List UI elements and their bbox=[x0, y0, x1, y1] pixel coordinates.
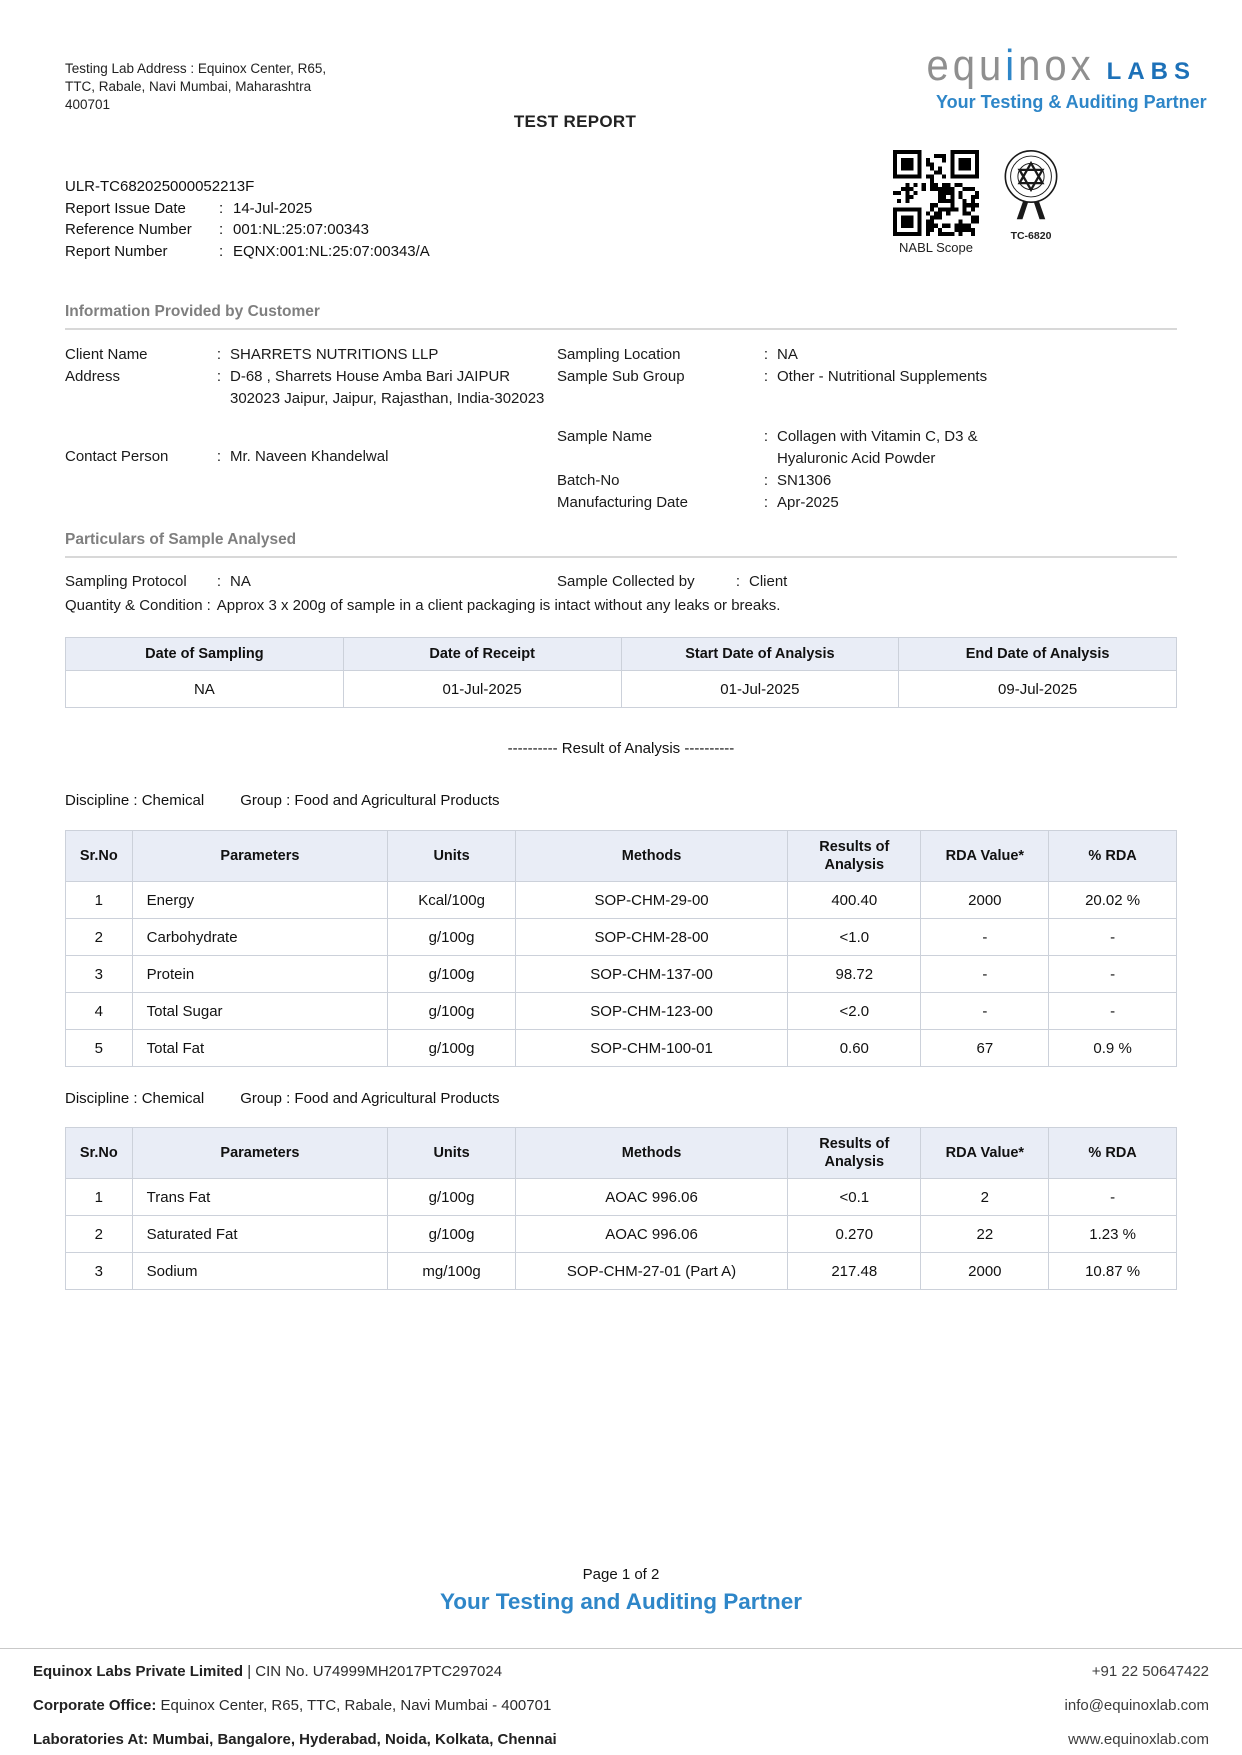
table-cell: 2000 bbox=[921, 882, 1049, 919]
table-cell: <2.0 bbox=[788, 993, 921, 1030]
table-cell: Total Fat bbox=[132, 1030, 388, 1067]
footer-row-labs: Laboratories At: Mumbai, Bangalore, Hyderabad, Noida, Kolkata, Chennai www.equinoxlab.com bbox=[33, 1731, 1209, 1748]
table-cell: SOP-CHM-137-00 bbox=[515, 956, 787, 993]
report-number-row: Report Number : EQNX:001:NL:25:07:00343/A bbox=[65, 242, 430, 260]
sampling-location-value: NA bbox=[777, 346, 798, 363]
table-row bbox=[66, 956, 1177, 993]
column-header: Parameters bbox=[132, 1128, 388, 1179]
column-header: Units bbox=[388, 1128, 516, 1179]
table-cell: <0.1 bbox=[788, 1179, 921, 1216]
table-cell: 01-Jul-2025 bbox=[621, 671, 899, 708]
table-cell: 2 bbox=[921, 1179, 1049, 1216]
table-cell: 10.87 % bbox=[1049, 1253, 1177, 1290]
qr-code-block bbox=[891, 150, 981, 255]
footer-phone: +91 22 50647422 bbox=[1091, 1663, 1209, 1680]
table-cell: <1.0 bbox=[788, 919, 921, 956]
reference-number-row: Reference Number : 001:NL:25:07:00343 bbox=[65, 221, 369, 238]
table-cell: SOP-CHM-123-00 bbox=[515, 993, 787, 1030]
column-header: Methods bbox=[515, 831, 787, 882]
nabl-seal-icon bbox=[1000, 148, 1062, 224]
sample-sub-group-value: Other - Nutritional Supplements bbox=[777, 368, 988, 385]
column-header: % RDA bbox=[1049, 831, 1177, 882]
table-cell: Total Sugar bbox=[132, 993, 388, 1030]
lab-address: Testing Lab Address : Equinox Center, R65, TTC, Rabale, Navi Mumbai, Maharashtra 400701 bbox=[65, 61, 327, 112]
reference-number-value: 001:NL:25:07:00343 bbox=[233, 221, 369, 238]
client-name-row: Client Name : SHARRETS NUTRITIONS LLP bbox=[65, 344, 557, 366]
table-cell: 217.48 bbox=[788, 1253, 921, 1290]
manufacturing-date-row: Manufacturing Date : Apr-2025 bbox=[557, 492, 1177, 514]
ulr-number: ULR-TC682025000052213F bbox=[65, 178, 255, 195]
table-cell: 09-Jul-2025 bbox=[899, 671, 1177, 708]
sampling-protocol-value: NA bbox=[230, 573, 251, 590]
table-cell: - bbox=[1049, 1179, 1177, 1216]
client-name-value: SHARRETS NUTRITIONS LLP bbox=[230, 346, 439, 363]
column-header: Results of Analysis bbox=[788, 831, 921, 882]
column-header: Units bbox=[388, 831, 516, 882]
page-number: Page 1 of 2 bbox=[582, 1566, 660, 1583]
table-row bbox=[66, 882, 1177, 919]
section-title-customer-info: Information Provided by Customer bbox=[65, 303, 1177, 330]
table-cell: Energy bbox=[132, 882, 388, 919]
page-title: TEST REPORT bbox=[513, 112, 637, 131]
column-header: % RDA bbox=[1049, 1128, 1177, 1179]
table-cell: 20.02 % bbox=[1049, 882, 1177, 919]
nabl-seal-block bbox=[997, 148, 1065, 242]
particulars-section bbox=[65, 531, 1177, 593]
table-cell: 1 bbox=[66, 1179, 133, 1216]
table-cell: g/100g bbox=[388, 1216, 516, 1253]
date-table bbox=[65, 637, 1177, 708]
address-value: D-68 , Sharrets House Amba Bari JAIPUR 302023 Jaipur, Jaipur, Rajasthan, India-302023 bbox=[230, 368, 545, 407]
table-cell: 400.40 bbox=[788, 882, 921, 919]
table-cell: SOP-CHM-100-01 bbox=[515, 1030, 787, 1067]
results-table-1-table bbox=[65, 830, 1177, 1067]
analysis-dates-table bbox=[65, 637, 1177, 708]
results-table-2 bbox=[65, 1127, 1177, 1290]
column-header: Sr.No bbox=[66, 1128, 133, 1179]
table-cell: - bbox=[921, 919, 1049, 956]
logo-tagline: Your Testing & Auditing Partner bbox=[936, 92, 1207, 112]
header-row bbox=[66, 831, 1177, 882]
customer-info-section bbox=[65, 303, 1177, 514]
table-cell: NA bbox=[66, 671, 344, 708]
quantity-condition-row: Quantity & Condition : Approx 3 x 200g of sample in a client packaging is intact without any leaks or breaks. bbox=[65, 597, 781, 614]
table-cell: mg/100g bbox=[388, 1253, 516, 1290]
equinox-labs-logo bbox=[926, 42, 1207, 113]
table-cell: 5 bbox=[66, 1030, 133, 1067]
sample-name-value: Collagen with Vitamin C, D3 & Hyaluronic Acid Powder bbox=[777, 428, 978, 467]
table-cell: 98.72 bbox=[788, 956, 921, 993]
manufacturing-date-value: Apr-2025 bbox=[777, 494, 839, 511]
table-cell: - bbox=[921, 956, 1049, 993]
table-cell: 3 bbox=[66, 956, 133, 993]
result-of-analysis-divider: ---------- Result of Analysis ---------- bbox=[507, 740, 735, 757]
table-cell: 1 bbox=[66, 882, 133, 919]
table-cell: Sodium bbox=[132, 1253, 388, 1290]
report-number-value: EQNX:001:NL:25:07:00343/A bbox=[233, 242, 430, 260]
table-cell: 01-Jul-2025 bbox=[343, 671, 621, 708]
table-cell: 0.60 bbox=[788, 1030, 921, 1067]
sample-collected-by-value: Client bbox=[749, 573, 788, 590]
table-cell: - bbox=[1049, 993, 1177, 1030]
table-cell: AOAC 996.06 bbox=[515, 1179, 787, 1216]
table-cell: 0.9 % bbox=[1049, 1030, 1177, 1067]
table-row bbox=[66, 1179, 1177, 1216]
table-cell: 67 bbox=[921, 1030, 1049, 1067]
footer-row-company: Equinox Labs Private Limited | CIN No. U74999MH2017PTC297024 +91 22 50647422 bbox=[33, 1663, 1209, 1680]
table-cell: g/100g bbox=[388, 956, 516, 993]
table-cell: 2 bbox=[66, 919, 133, 956]
table-cell: g/100g bbox=[388, 919, 516, 956]
table-cell: g/100g bbox=[388, 1179, 516, 1216]
sampling-location-row: Sampling Location : NA bbox=[557, 344, 1177, 366]
table-cell: SOP-CHM-28-00 bbox=[515, 919, 787, 956]
column-header: Parameters bbox=[132, 831, 388, 882]
column-header: Results of Analysis bbox=[788, 1128, 921, 1179]
logo-labs-text: LABS bbox=[1106, 58, 1196, 85]
table-cell: Kcal/100g bbox=[388, 882, 516, 919]
table-cell: SOP-CHM-29-00 bbox=[515, 882, 787, 919]
table-cell: Protein bbox=[132, 956, 388, 993]
contact-person-row: Contact Person : Mr. Naveen Khandelwal bbox=[65, 446, 557, 468]
results-table-1 bbox=[65, 830, 1177, 1067]
column-header: Sr.No bbox=[66, 831, 133, 882]
table-cell: 2 bbox=[66, 1216, 133, 1253]
batch-no-row: Batch-No : SN1306 bbox=[557, 470, 1177, 492]
address-row: Address : D-68 , Sharrets House Amba Bari JAIPUR 302023 Jaipur, Jaipur, Rajasthan, India-302023 bbox=[65, 366, 557, 410]
sampling-protocol-row: Sampling Protocol : NA bbox=[65, 571, 557, 593]
column-header: Start Date of Analysis bbox=[621, 638, 899, 671]
column-header: End Date of Analysis bbox=[899, 638, 1177, 671]
table-cell: 2000 bbox=[921, 1253, 1049, 1290]
table-row bbox=[66, 1253, 1177, 1290]
column-header: Date of Receipt bbox=[343, 638, 621, 671]
column-header: Date of Sampling bbox=[66, 638, 344, 671]
table-row bbox=[66, 671, 1177, 708]
discipline-line-2: Discipline : Chemical Group : Food and Agricultural Products bbox=[65, 1090, 500, 1107]
table-cell: 22 bbox=[921, 1216, 1049, 1253]
batch-no-value: SN1306 bbox=[777, 472, 832, 489]
table-row bbox=[66, 993, 1177, 1030]
table-cell: g/100g bbox=[388, 1030, 516, 1067]
header-row bbox=[66, 1128, 1177, 1179]
column-header: RDA Value* bbox=[921, 831, 1049, 882]
table-row bbox=[66, 1216, 1177, 1253]
table-cell: 3 bbox=[66, 1253, 133, 1290]
quantity-condition-value: Approx 3 x 200g of sample in a client packaging is intact without any leaks or breaks. bbox=[216, 597, 781, 614]
logo-wordmark: equinox bbox=[926, 42, 1095, 90]
table-cell: Trans Fat bbox=[132, 1179, 388, 1216]
sample-name-row: Sample Name : Collagen with Vitamin C, D3 & Hyaluronic Acid Powder bbox=[557, 426, 1177, 470]
report-issue-date-value: 14-Jul-2025 bbox=[233, 199, 313, 217]
footer-website: www.equinoxlab.com bbox=[1068, 1731, 1209, 1748]
column-header: RDA Value* bbox=[921, 1128, 1049, 1179]
report-issue-date-row: Report Issue Date : 14-Jul-2025 bbox=[65, 199, 313, 217]
footer-email: info@equinoxlab.com bbox=[1064, 1697, 1209, 1714]
table-cell: 1.23 % bbox=[1049, 1216, 1177, 1253]
table-cell: SOP-CHM-27-01 (Part A) bbox=[515, 1253, 787, 1290]
sample-sub-group-row: Sample Sub Group : Other - Nutritional Supplements bbox=[557, 366, 1177, 388]
table-cell: Saturated Fat bbox=[132, 1216, 388, 1253]
discipline-line-1: Discipline : Chemical Group : Food and Agricultural Products bbox=[65, 792, 500, 809]
table-cell: - bbox=[1049, 919, 1177, 956]
table-cell: - bbox=[1049, 956, 1177, 993]
footer bbox=[0, 1648, 1242, 1755]
table-cell: 4 bbox=[66, 993, 133, 1030]
header-row bbox=[66, 638, 1177, 671]
report-details bbox=[65, 176, 430, 262]
qr-code-icon bbox=[893, 150, 979, 236]
table-cell: 0.270 bbox=[788, 1216, 921, 1253]
table-cell: g/100g bbox=[388, 993, 516, 1030]
footer-row-office: Corporate Office: Equinox Center, R65, TTC, Rabale, Navi Mumbai - 400701 info@equinoxlab.com bbox=[33, 1697, 1209, 1714]
column-header: Methods bbox=[515, 1128, 787, 1179]
table-cell: - bbox=[921, 993, 1049, 1030]
qr-caption: NABL Scope bbox=[899, 240, 973, 255]
table-row bbox=[66, 1030, 1177, 1067]
table-cell: AOAC 996.06 bbox=[515, 1216, 787, 1253]
sample-collected-by-row: Sample Collected by : Client bbox=[557, 571, 1177, 593]
results-table-2-table bbox=[65, 1127, 1177, 1290]
logo-i-accent: i bbox=[1005, 42, 1019, 90]
section-title-particulars: Particulars of Sample Analysed bbox=[65, 531, 1177, 558]
table-row bbox=[66, 919, 1177, 956]
seal-caption: TC-6820 bbox=[1010, 230, 1052, 242]
bottom-tagline: Your Testing and Auditing Partner bbox=[439, 1589, 803, 1614]
contact-person-value: Mr. Naveen Khandelwal bbox=[230, 448, 389, 465]
table-cell: Carbohydrate bbox=[132, 919, 388, 956]
